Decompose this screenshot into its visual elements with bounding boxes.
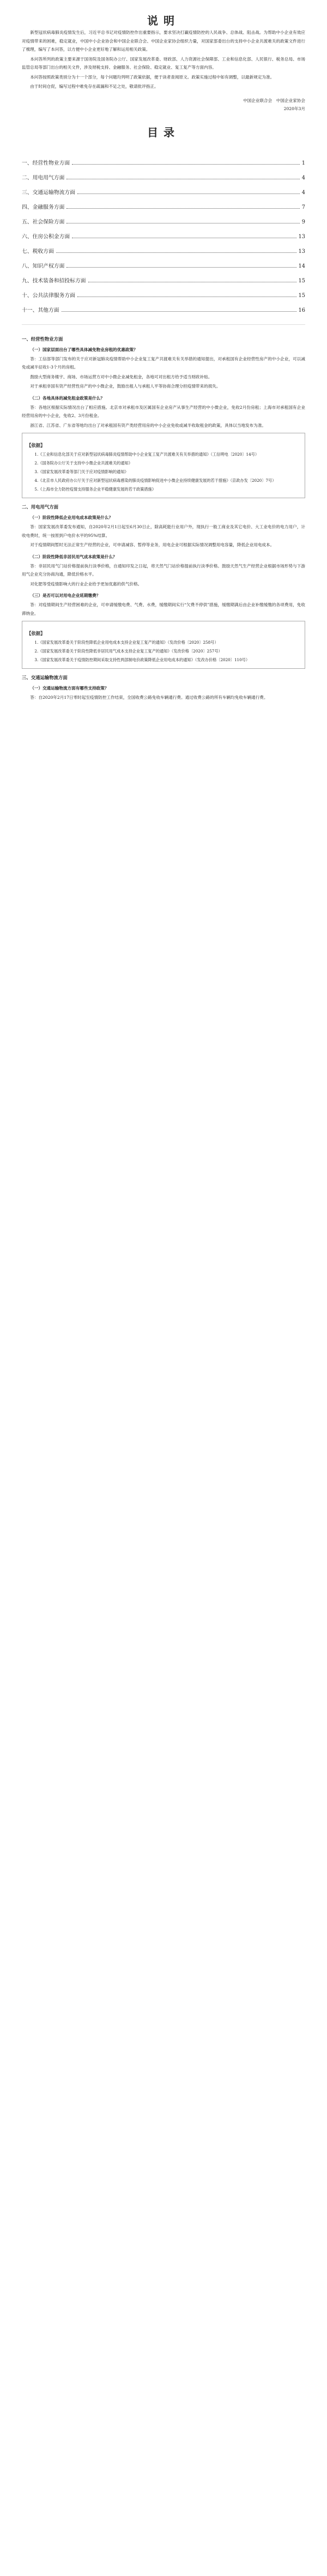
section-divider — [22, 324, 305, 325]
table-of-contents — [22, 152, 305, 313]
basis-reference: 5.《上海市全力防控疫情支持服务企业平稳健康发展的若干政策措施》 — [34, 487, 156, 492]
section-title: 二、用电用气方面 — [22, 504, 58, 510]
toc-item-page: 4 — [301, 189, 305, 196]
basis-box — [22, 621, 305, 669]
toc-leader-dots — [62, 311, 296, 312]
toc-item-label: 十一、其他方面 — [22, 307, 59, 313]
question-title: （二）阶段性降低非居民用气成本政策是什么？ — [30, 554, 117, 559]
toc-item-label: 五、社会保险方面 — [22, 219, 65, 225]
toc-item-label: 十、公共法律服务方面 — [22, 292, 75, 299]
toc-leader-dots — [56, 252, 296, 253]
answer-paragraph: 对化肥等受疫情影响大的行业企业给予更加优惠的供气价格。 — [30, 581, 142, 586]
basis-heading: 【依据】 — [27, 631, 45, 636]
answer-paragraph: 答：自2020年2月17日零时起至疫情防控工作结束，全国收费公路免收车辆通行费。通过收费公路的所有车辆均免收车辆通行费。 — [30, 695, 268, 700]
question-title: （一）国家层面出台了哪些具体减免物业房租的优惠政策？ — [30, 347, 138, 352]
toc-leader-dots — [77, 193, 300, 194]
answer-paragraph: 答：非居民用气门站价格提前执行淡季价格，自通知印发之日起，将天然气门站价格提前执行淡季价格。鼓励天然气生产经营企业根据市场形势与下游用气企业充分协商沟通，降低价格水平。 — [22, 563, 305, 577]
toc-item-page: 9 — [301, 219, 305, 225]
toc-item[interactable] — [22, 210, 305, 225]
section-title: 三、交通运输物流方面 — [22, 675, 68, 680]
answer-paragraph: 鼓励大型商务楼宇、商场、市场运营方对中小微企业减免租金，各地可对出租方给予适当财政补贴。 — [30, 374, 213, 379]
answer-paragraph: 浙江省、江苏省、广东省等地均出台了对承租国有资产类经营用房的中小企业免收或减半收取租金的政策，具体以当地发布为准。 — [30, 422, 267, 428]
toc-item-page: 15 — [298, 277, 305, 284]
basis-reference: 3.《国家发展改革委等部门关于应对疫情影响的通知》 — [34, 469, 129, 474]
answer-paragraph: 对于承租非国有资产经营性房产的中小微企业，鼓励出租人与承租人平等协商合理分担疫情带来的损失。 — [30, 384, 221, 389]
toc-item-label: 八、知识产权方面 — [22, 263, 65, 269]
toc-item[interactable] — [22, 284, 305, 299]
question-title: （三）是否可以对用电企业延期缴费？ — [30, 593, 101, 598]
basis-box — [22, 433, 305, 498]
toc-item-page: 16 — [298, 307, 305, 313]
question-title: （一）阶段性降低企业用电成本政策是什么？ — [30, 515, 113, 520]
toc-item-label: 六、住房公积金方面 — [22, 233, 70, 240]
toc-item-page: 4 — [301, 174, 305, 181]
signature-date: 2020年3月 — [283, 106, 305, 111]
toc-leader-dots — [66, 267, 296, 268]
toc-item-page: 13 — [298, 233, 305, 240]
section-electricity-gas — [22, 504, 305, 669]
toc-leader-dots — [72, 164, 300, 165]
toc-item[interactable] — [22, 225, 305, 240]
answer-paragraph: 答：国家发展改革委发布通知，自2020年2月1日起至6月30日止，除高耗能行业用户外，现执行一般工商业及其它电价、大工业电价的电力用户，计收电费时，统一按原到户电价水平的95%结算。 — [22, 524, 305, 538]
signature-org: 中国企业联合会 中国企业家协会 — [243, 98, 305, 103]
answer-paragraph: 对于疫情期间暂时无法正常生产经营的企业，可申请减容、暂停等业务，用电企业可根据实际情况调整用电容量，降低企业用电成本。 — [30, 542, 275, 547]
toc-item[interactable] — [22, 152, 305, 166]
section-transport — [22, 674, 305, 702]
toc-leader-dots — [66, 208, 299, 209]
intro-section — [22, 28, 305, 91]
toc-item-label: 七、税收方面 — [22, 248, 54, 255]
toc-item[interactable] — [22, 181, 305, 196]
answer-paragraph: 答：对疫情期间生产经营困难的企业，可申请缓缴电费、气费、水费，缓缴期间实行“欠费不停供”措施，缓缴期满后由企业补缴缓缴的各项费用，免收滞纳金。 — [22, 602, 305, 616]
toc-item-page: 7 — [301, 204, 305, 210]
toc-item-page: 1 — [301, 160, 305, 166]
question-title: （二）各地具体的减免租金政策是什么？ — [30, 395, 105, 401]
basis-reference: 4.《北京市人民政府办公厅关于应对新型冠状病毒感染的肺炎疫情影响促进中小微企业持续健康发展的若干措施》（京政办发〔2020〕7号） — [34, 478, 276, 483]
toc-item-page: 15 — [298, 292, 305, 299]
toc-title: 目录 — [147, 125, 180, 139]
basis-reference: 1.《工业和信息化部关于应对新型冠状病毒肺炎疫情帮助中小企业复工复产共渡难关有关举措的通知》（工信明电〔2020〕14号） — [34, 452, 259, 457]
toc-item[interactable] — [22, 299, 305, 313]
basis-reference: 2.《国家发展改革委关于阶段性降低非居民用气成本支持企业复工复产的通知》（发改价格〔2020〕257号） — [34, 649, 222, 654]
basis-heading: 【依据】 — [27, 443, 45, 448]
basis-reference: 3.《国家发展改革委关于疫情防控期间采取支持性两部制电价政策降低企业用电成本的通知》（发改办价格〔2020〕110号） — [34, 657, 250, 662]
toc-item[interactable] — [22, 166, 305, 181]
section-title: 一、经营性物业方面 — [22, 336, 63, 342]
intro-paragraph: 新型冠状病毒肺炎疫情发生后，习近平总书记对疫情防控作出重要指示，要求坚决打赢疫情防控的人民战争、总体战、阻击战。为帮助中小企业有效应对疫情带来的困难，稳定就业，中国中小企业协会和中国企业联合会、中国企业家协会组织力量，对国家部委出台的支持中小企业共渡难关的政策文件进行了梳理，编写了本问答，以方便中小企业更好地了解和运用相关政策。 — [22, 30, 305, 52]
intro-paragraph: 由于时间仓促，编写过程中难免存在疏漏和不足之处，敬请批评指正。 — [30, 84, 159, 89]
toc-item-label: 四、金融服务方面 — [22, 204, 65, 210]
toc-item-page: 14 — [298, 263, 305, 269]
intro-paragraph: 本问答按照政策类别分为十一个部分，每个问题均列明了政策依据，便于读者查阅原文。政策实施过程中如有调整，以最新规定为准。 — [30, 74, 275, 80]
toc-item-label: 一、经营性物业方面 — [22, 160, 70, 166]
toc-item-label: 二、用电用气方面 — [22, 174, 65, 181]
toc-item[interactable] — [22, 196, 305, 210]
section-property — [22, 336, 305, 499]
answer-paragraph: 答：工信部等部门发布的关于应对新冠肺炎疫情帮助中小企业复工复产共渡难关有关举措的通知提出，对承租国有企业经营性房产的中小企业，可以减免或减半征收1-3个月的房租。 — [22, 356, 305, 370]
toc-item[interactable] — [22, 255, 305, 269]
toc-item[interactable] — [22, 240, 305, 255]
basis-reference: 2.《国务院办公厅关于支持中小微企业共渡难关的通知》 — [34, 461, 132, 465]
signature-block — [22, 96, 305, 113]
toc-item-label: 九、技术装备和招投标方面 — [22, 277, 86, 284]
toc-item-label: 三、交通运输物流方面 — [22, 189, 75, 196]
toc-item[interactable] — [22, 269, 305, 284]
toc-item-page: 13 — [298, 248, 305, 255]
intro-paragraph: 本问答所列的政策主要来源于国务院及国务院办公厅、国家发展改革委、财政部、人力资源社会保障部、工业和信息化部、人民银行、税务总局、市场监管总局等部门出台的相关文件，涉及财税支持、金融服务、社会保险、稳定就业、复工复产等方面内容。 — [22, 56, 305, 70]
basis-reference: 1.《国家发展改革委关于阶段性降低企业用电成本支持企业复工复产的通知》（发改价格〔2020〕258号） — [34, 640, 219, 645]
document-title: 说明 — [147, 14, 180, 27]
question-title: （一）交通运输物流方面有哪些支持政策？ — [30, 686, 109, 691]
answer-paragraph: 答：各地区根据实际情况出台了相应措施。北京市对承租市及区属国有企业房产从事生产经营的中小微企业，免收2月份房租；上海市对承租国有企业经营用房的中小企业，免收2、3月份租金。 — [22, 404, 305, 418]
